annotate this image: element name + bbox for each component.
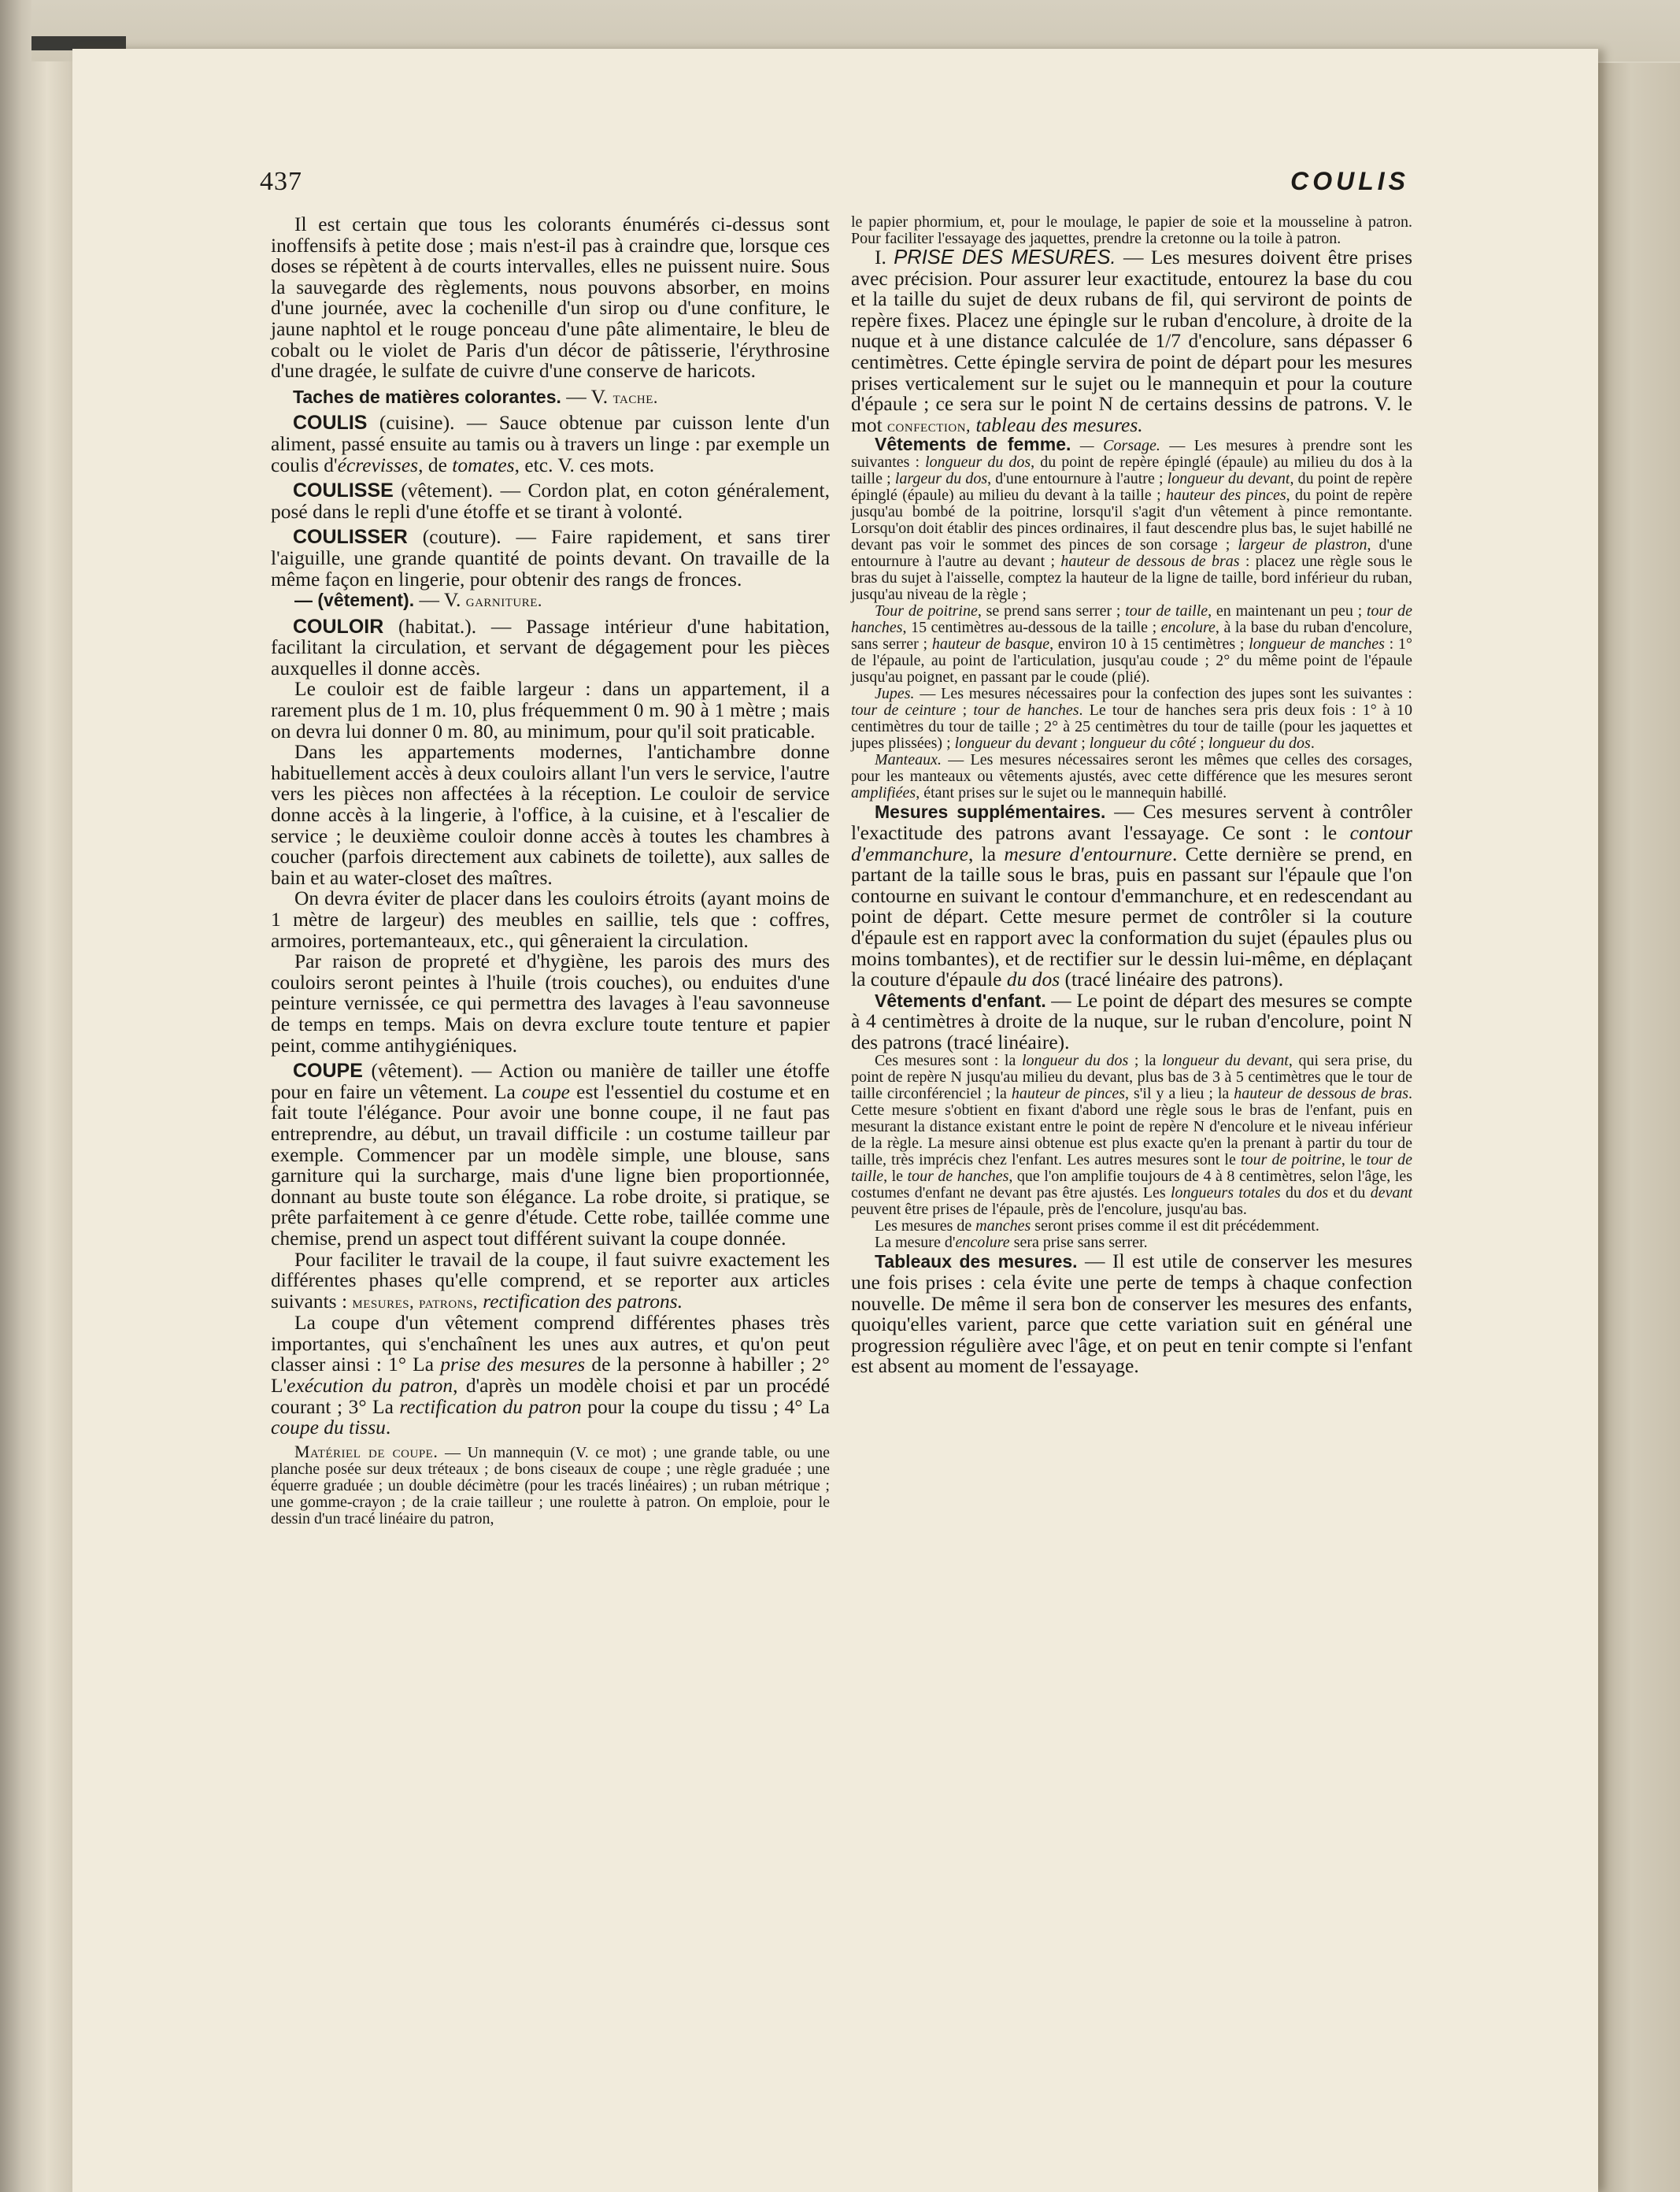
couloir-paragraph-2: Le couloir est de faible largeur : dans un appartement, il a rarement plus de 1 m. 10, plus fréquemment 0 m. 90 à 1 mètre ; mais on devra lui donner 0 m. 80, au minimum, pour qu'il soit praticable. [271, 677, 830, 742]
coupe-paragraph-2: Pour faciliter le travail de la coupe, il faut suivre exactement les différentes phases qu'elle comprend, et se reporter aux articles suivants : mesures, patrons, rectification des patrons. [271, 1247, 830, 1313]
vetements-denfant: Vêtements d'enfant. — Le point de départ des mesures se compte à 4 centimètres à droite de la nuque, sur le ruban d'encolure, point N des patrons (tracé linéaire). [851, 988, 1412, 1053]
page-number: 437 [260, 167, 302, 196]
entry-coupe: COUPE (vêtement). — Action ou manière de tailler une étoffe pour en faire un vêtement. La coupe est l'essentiel du costume et en fait toute l'élégance. Pour avoir une bonne coupe, il ne faut pas entreprendre, au début, un travail difficile : un costume tailleur par exemple. Commencer par un modèle simple, une blouse, sans garniture qui la surcharge, mais d'une ligne bien proportionnée, donnant au buste toute son élégance. La robe droite, si pratique, se prête parfaitement à ce genre d'étude. Cette robe, taillée comme une chemise, prend un aspect tout différent suivant la coupe donnée. [271, 1059, 830, 1250]
entry-couloir: COULOIR (habitat.). — Passage intérieur d'une habitation, facilitant la circulation, et servant de dégagement pour les pièces auxquelles il donne accès. [271, 614, 831, 679]
materiel-de-coupe: Matériel de coupe. — Un mannequin (V. ce mot) ; une grande table, ou une planche posée sur deux tréteaux ; de bons ciseaux de coupe ; une règle graduée ; une équerre graduée ; un double décimètre (pour les tracés linéaires) ; un ruban métrique ; une gomme-crayon ; de la craie tailleur ; une roulette à patron. On emploie, pour le dessin d'un tracé linéaire du patron, [271, 1441, 830, 1527]
page-stack-edge [1598, 63, 1680, 2192]
subhead-mesures-supplementaires: Mesures supplémentaires. [875, 802, 1106, 823]
subhead-vetements-enfant: Vêtements d'enfant. [875, 990, 1046, 1011]
cross-ref-garniture[interactable]: garniture. [465, 591, 542, 611]
entry-taches: Taches de matières colorantes. — V. tache. [293, 384, 658, 408]
running-head: COULIS [1290, 167, 1409, 195]
headword-couloir: COULOIR [293, 615, 384, 638]
headword-coulisse: COULISSE [293, 480, 394, 502]
headword-coulisser: COULISSER [293, 526, 408, 549]
section-title-prise: PRISE DES MESURES. [894, 246, 1116, 268]
tableaux-des-mesures: Tableaux des mesures. — Il est utile de conserver les mesures une fois prises : cela évite une perte de temps à chaque confection nouvelle. De même il sera bon de conserver les mesures des enfants, quoiqu'elles varient, parce que cette variation suit en général une progression régulière avec l'âge, et on peut en tenir compte si l'enfant est absent au moment de l'essayage. [851, 1250, 1412, 1378]
couloir-paragraph-5: Par raison de propreté et d'hygiène, les parois des murs des couloirs seront peintes à l'huile (trois couches), ou enduites d'une peinture vernissée, ce qui permettra des lavages à l'eau savonneuse de temps en temps. Mais on devra exclure toute tenture et papier peint, comme antihygiéniques. [271, 950, 830, 1057]
manches-note: Les mesures de manches seront prises comme il est dit précédemment. [875, 1217, 1319, 1235]
coupe-paragraph-3: La coupe d'un vêtement comprend différentes phases très importantes, qui s'enchaînent les unes aux autres, et qu'on peut classer ainsi : 1° La prise des mesures de la personne à habiller ; 2° L'exécution du patron, d'après un modèle choisi et par un procédé courant ; 3° La rectification du patron pour la coupe du tissu ; 4° La coupe du tissu. [271, 1311, 830, 1439]
entry-coulisse: COULISSE (vêtement). — Cordon plat, en coton généralement, posé dans le repli d'une étoffe et se tirant à volonté. [271, 479, 830, 523]
entry-coulisser-vetement: — (vêtement). — V. garniture. [294, 588, 542, 612]
left-column [271, 214, 830, 1527]
tour-measures: Tour de poitrine, se prend sans serrer ; tour de taille, en maintenant un peu ; tour de hanches, 15 centimètres au-dessous de la taille ; encolure, à la base du ruban d'encolure, sans serrer ; hauteur de basque, environ 10 à 15 centimètres ; longueur de manches : 1° de l'épaule, au point de l'articulation, jusqu'au coude ; 2° du même point de l'épaule jusqu'au poignet, en passant par le coude (plié). [851, 602, 1412, 687]
colorants-paragraph: Il est certain que tous les colorants énumérés ci-dessus sont inoffensifs à petite dose ; mais n'est-il pas à craindre que, lorsque ces doses se répètent à de courts intervalles, elles ne puissent nuire. Sous la sauvegarde des règlements, nous pouvons absorber, en moins d'une journée, avec la cochenille d'un sirop ou d'une confiture, le jaune naphtol et le rouge ponceau d'une pâte alimentaire, le bleu de cobalt ou le violet de Paris d'un décor de pâtisserie, l'érythrosine d'une dragée, le sulfate de cuivre d'une conserve de haricots. [271, 213, 830, 383]
headword-taches: Taches de matières colorantes. [293, 386, 561, 407]
materiel-continuation: le papier phormium, et, pour le moulage, le papier de soie et la mousseline à patron. Pour faciliter l'essayage des jaquettes, prendre la cretonne ou la toile à patron. [851, 213, 1412, 247]
couloir-paragraph-4: On devra éviter de placer dans les couloirs étroits (ayant moins de 1 mètre de largeur) des meubles en saillie, tels que : coffres, armoires, portemanteaux, etc., qui gêneraient la circulation. [271, 887, 830, 952]
entry-coulis: COULIS (cuisine). — Sauce obtenue par cuisson lente d'un aliment, passé ensuite au tamis ou à travers un linge : par exemple un coulis d'écrevisses, de tomates, etc. V. ces mots. [271, 411, 830, 476]
page-header [260, 167, 1409, 203]
subhead-vetements-femme: Vêtements de femme. [875, 434, 1071, 455]
headword-coupe: COUPE [293, 1060, 363, 1083]
mesures-supplementaires: Mesures supplémentaires. — Ces mesures servent à contrôler l'exactitude des patrons avant l'essayage. Ce sont : le contour d'emmanchure, la mesure d'entournure. Cette dernière se prend, en partant de la taille sous le bras, puis en passant sur l'épaule que l'on contourne en suivant le contour d'emmanchure, et en redescendant au point de départ. Cette mesure permet de contrôler si la couture d'épaule est en rapport avec la conformation du sujet (épaules plus ou moins tombantes), et de rectifier sur le dessin lui-même, en déplaçant la couture d'épaule du dos (tracé linéaire des patrons). [851, 800, 1412, 991]
manteaux-measures: Manteaux. — Les mesures nécessaires seront les mêmes que celles des corsages, pour les manteaux ou vêtements ajustés, avec cette différence que les mesures seront amplifiées, étant prises sur le sujet ou le mannequin habillé. [851, 751, 1412, 802]
encolure-note: La mesure d'encolure sera prise sans serrer. [875, 1234, 1148, 1252]
vetements-de-femme: Vêtements de femme. — Corsage. — Les mesures à prendre sont les suivantes : longueur du dos, du point de repère épinglé (épaule) au milieu du dos à la taille ; largeur du dos, d'une entournure à l'autre ; longueur du devant, du point de repère épinglé (épaule) au milieu du devant à la taille ; hauteur des pinces, du point de repère jusqu'au bombé de la poitrine, lorsqu'il s'agit d'un vêtement à pince remontante. Lorsqu'on doit établir des pinces ordinaires, il faut descendre plus bas, le sujet habillé ne devant pas voir le sommet des pinces de son corsage ; largeur de plastron, d'une entournure à l'autre au devant ; hauteur de dessous de bras : placez une règle sous le bras du sujet à l'aisselle, comptez la hauteur de la ligne de taille, bord inférieur du ruban, jusqu'au niveau de la règle ; [851, 434, 1413, 604]
headword-coulis: COULIS [293, 412, 368, 435]
cross-ref-tache[interactable]: tache. [612, 387, 658, 407]
section-prise-des-mesures: I. PRISE DES MESURES. — Les mesures doivent être prises avec précision. Pour assurer leur exactitude, entourez la base du cou et la taille du sujet de deux rubans de fil, qui serviront de points de repère fixes. Placez une épingle sur le ruban d'encolure, à droite de la nuque et à une distance calculée de 1/7 d'encolure, sans dépasser 6 centimètres. Cette épingle servira de point de départ pour les mesures prises verticalement sur le sujet ou le mannequin et pour la couture d'épaule ; ce sera sur le point N de certains dessins de patrons. V. le mot confection, tableau des mesures. [851, 246, 1412, 436]
couloir-paragraph-3: Dans les appartements modernes, l'antichambre donne habituellement accès à deux couloirs allant l'un vers le service, l'autre vers les pièces non affectées à la réception. Le couloir de service donne accès à la lingerie, à l'office, à la cuisine, et à l'escalier de service ; le deuxième couloir donne accès à toutes les chambres à coucher (parfois directement aux cabinets de toilette), aux salles de bain et au water-closet des maîtres. [271, 740, 830, 889]
jupes-measures: Jupes. — Les mesures nécessaires pour la confection des jupes sont les suivantes : tour de ceinture ; tour de hanches. Le tour de hanches sera pris deux fois : 1° à 10 centimètres du tour de taille ; 2° à 25 centimètres du tour de taille (pour les jaquettes et jupes plissées) ; longueur du devant ; longueur du côté ; longueur du dos. [851, 685, 1412, 753]
entry-coulisser: COULISSER (couture). — Faire rapidement, et sans tirer l'aiguille, une grande quantité de points devant. On travaille de la même façon en lingerie, pour obtenir des rangs de fronces. [271, 525, 830, 591]
enfant-measures: Ces mesures sont : la longueur du dos ; la longueur du devant, qui sera prise, du point de repère N jusqu'au milieu du devant, plus bas de 3 à 5 centimètres que le tour de taille circonférenciel ; la hauteur de pinces, s'il y a lieu ; la hauteur de dessous de bras. Cette mesure s'obtient en fixant d'abord une règle sous le bras de l'enfant, puis en mesurant la distance existant entre le point de repère N d'encolure et le niveau inférieur de la règle. La mesure ainsi obtenue est plus exacte qu'en la prenant à partir du tour de taille, très imprécis chez l'enfant. Les autres mesures sont le tour de poitrine, le tour de taille, le tour de hanches, que l'on amplifie toujours de 4 à 8 centimètres, selon l'âge, les costumes d'enfant ne devant pas être ajustés. Les longueurs totales du dos et du devant peuvent être prises de l'épaule, près de l'encolure, jusqu'au bas. [851, 1052, 1413, 1219]
book-spine [0, 0, 72, 2192]
right-column [851, 214, 1412, 1377]
subhead-tableaux: Tableaux des mesures. [875, 1251, 1078, 1272]
